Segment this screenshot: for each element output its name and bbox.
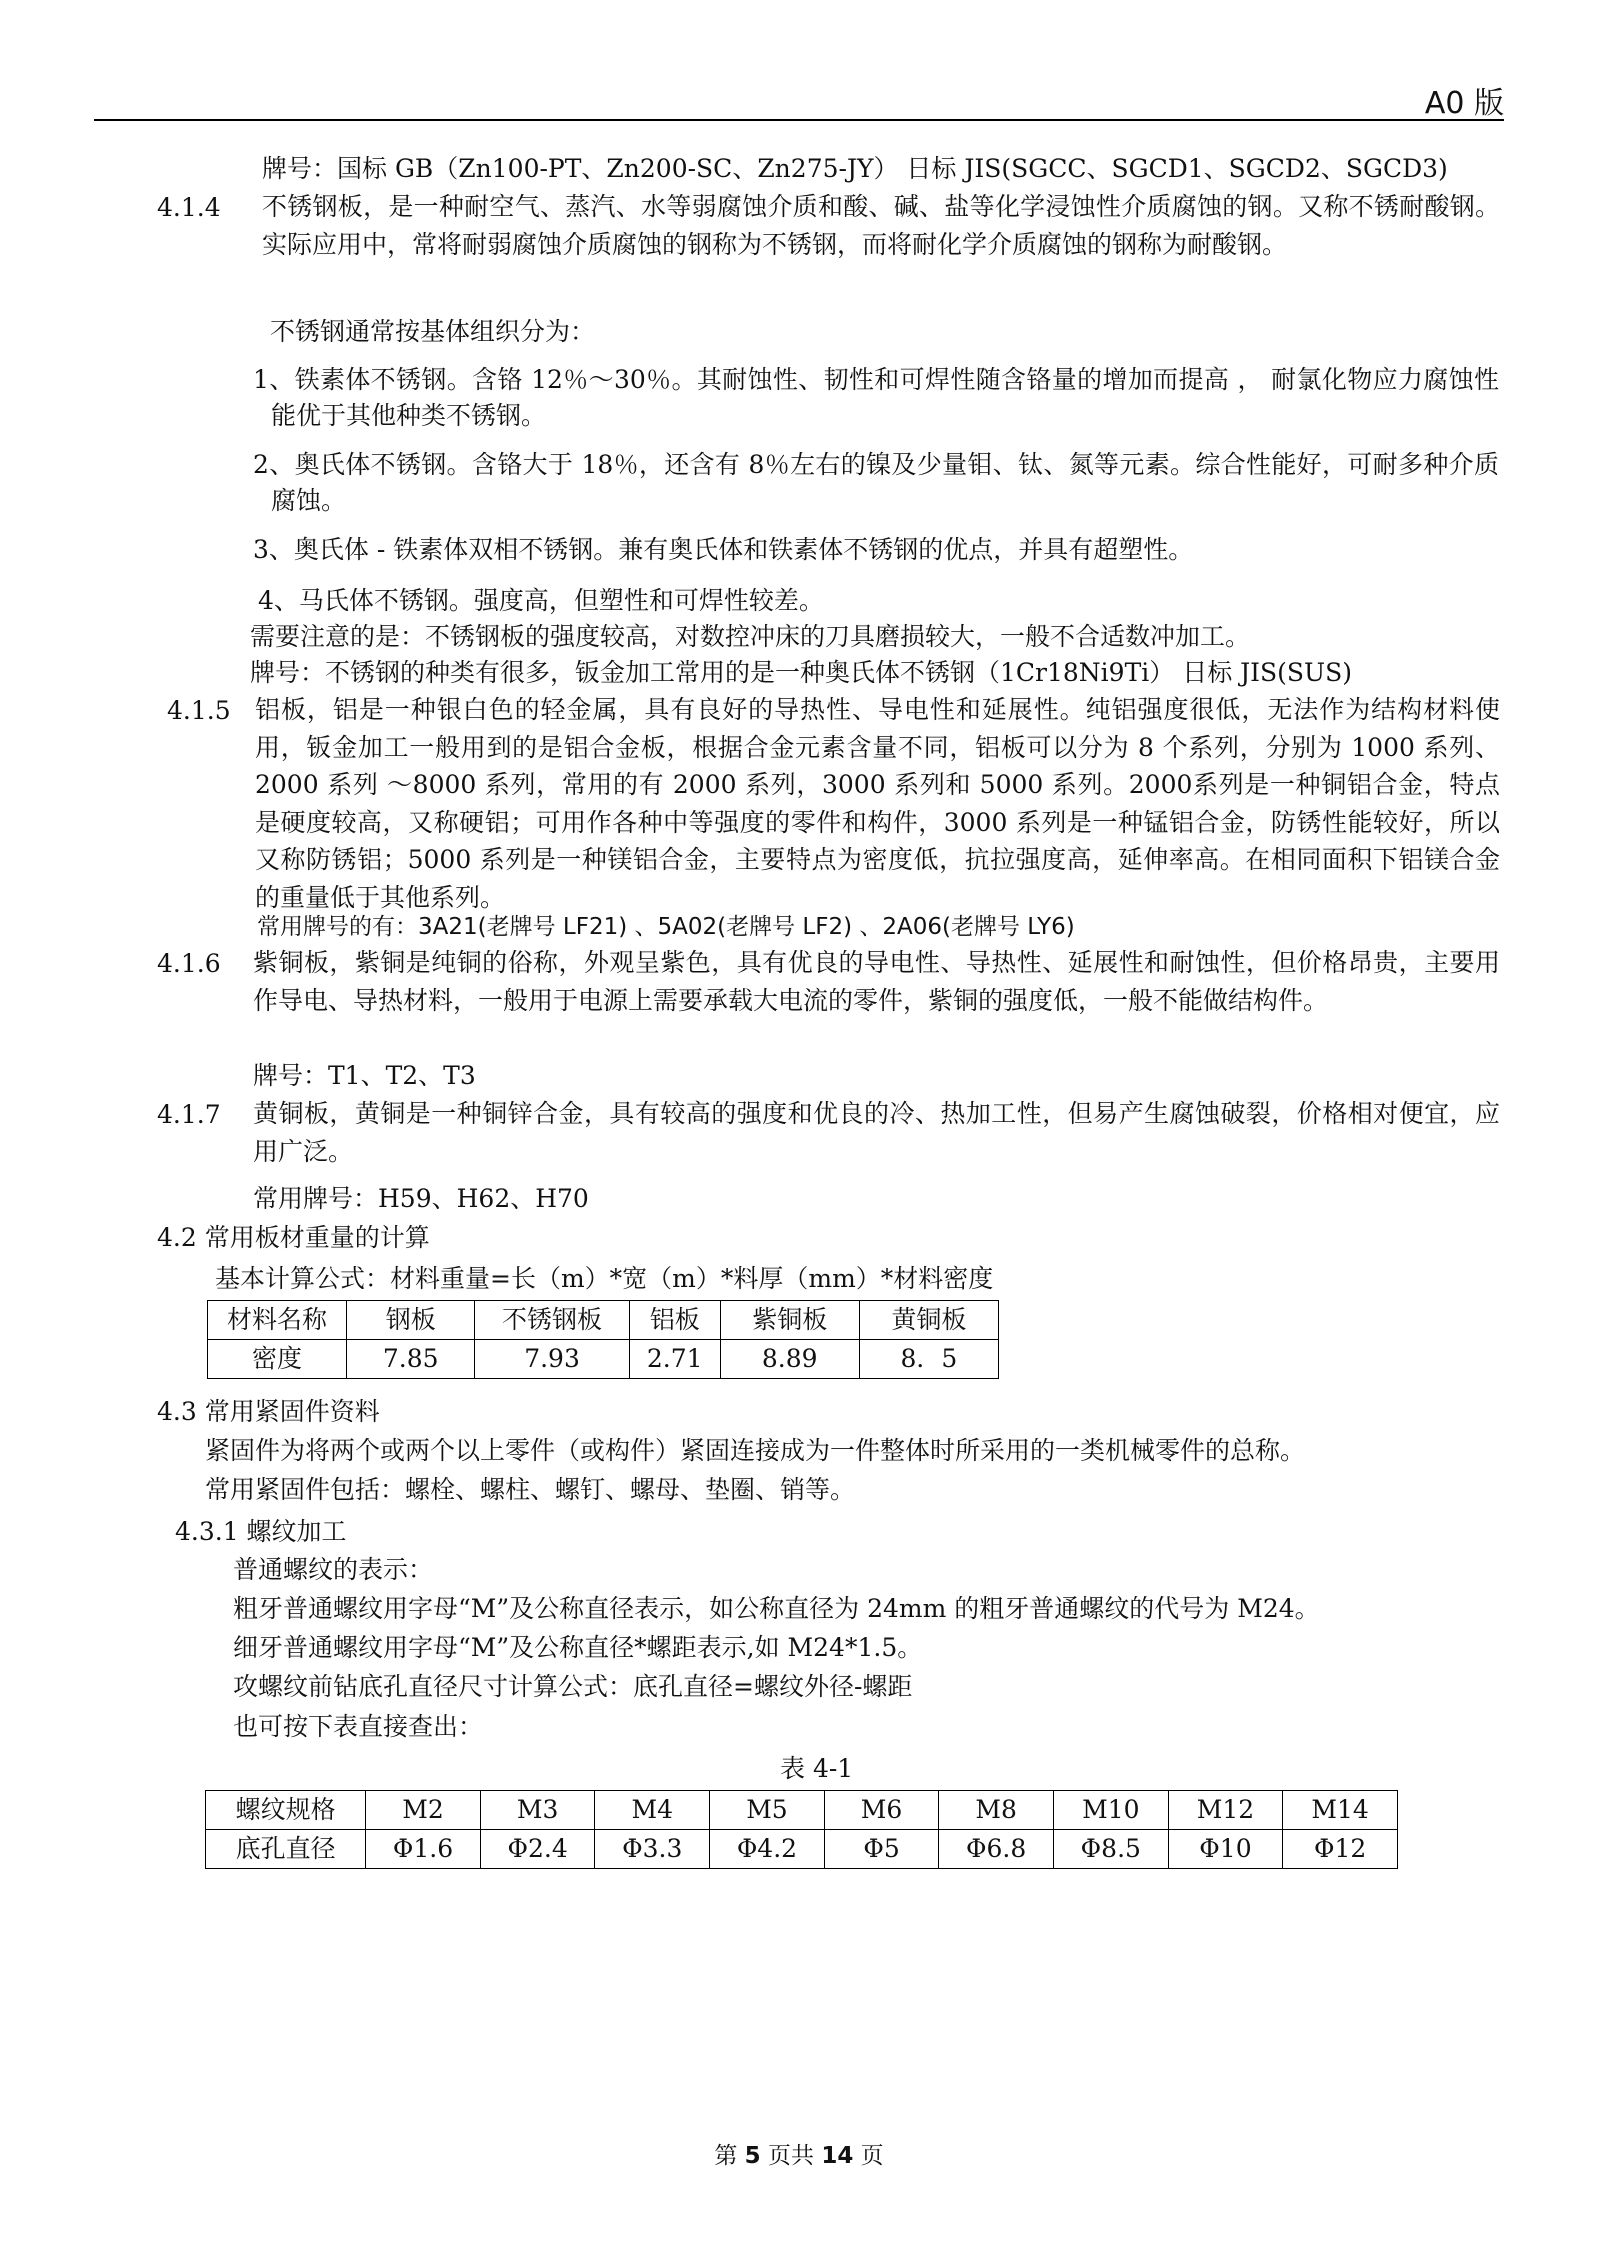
stainless-type-2: 2、奥氏体不锈钢。含铬大于 18％，还含有 8％左右的镍及少量钼、钛、氮等元素。综合性能好，可耐多种介质腐蚀。 <box>253 450 1499 515</box>
table-cell: M4 <box>595 1791 710 1830</box>
section-4-1-5-number: 4.1.5 <box>167 696 231 725</box>
section-4-1-5-text: 铝板，铝是一种银白色的轻金属，具有良好的导热性、导电性和延展性。纯铝强度很低，无法作为结构材料使用，钣金加工一般用到的是铝合金板，根据合金元素含量不同，铝板可以分为 8 个系列，分别为 1000 系列、2000 系列 ～8000 系列，常用的有 2000 系列，3000 系列和 5000 系列。2000系列是一种铜铝合金，特点是硬度较高，又称硬铝；可用作各种中等强度的零件和构件，3000 系列是一种锰铝合金，防锈性能较好，所以又称防锈铝；5000 系列是一种镁铝合金，主要特点为密度低，抗拉强度高，延伸率高。在相同面积下铝镁合金的重量低于其他系列。 <box>255 695 1500 912</box>
table-cell: Φ1.6 <box>366 1830 481 1869</box>
header-rule <box>94 119 1504 121</box>
lookup-note: 也可按下表直接查出： <box>233 1712 484 1741</box>
footer-page-number: 5 <box>744 2143 761 2169</box>
table-cell: 铝板 <box>629 1301 720 1340</box>
fastener-list: 常用紧固件包括：螺栓、螺柱、螺钉、螺母、垫圈、销等。 <box>205 1475 856 1504</box>
thread-notation-title: 普通螺纹的表示： <box>233 1555 434 1584</box>
footer-total-pages: 14 <box>821 2143 854 2169</box>
drill-diameter-formula: 攻螺纹前钻底孔直径尺寸计算公式：底孔直径=螺纹外径-螺距 <box>233 1672 913 1701</box>
table-cell: Φ4.2 <box>710 1830 825 1869</box>
table-cell: M10 <box>1053 1791 1168 1830</box>
section-4-1-7-text: 黄铜板，黄铜是一种铜锌合金，具有较高的强度和优良的冷、热加工性，但易产生腐蚀破裂，价格相对便宜，应用广泛。 <box>253 1099 1500 1166</box>
table-row <box>206 1830 1398 1869</box>
table-cell: 不锈钢板 <box>475 1301 629 1340</box>
fine-thread-notation: 细牙普通螺纹用字母“M”及公称直径*螺距表示,如 M24*1.5。 <box>233 1633 923 1662</box>
thread-drill-table <box>205 1790 1398 1869</box>
table-cell: 紫铜板 <box>720 1301 859 1340</box>
table-cell: Φ2.4 <box>480 1830 595 1869</box>
stainless-type-4: 4、马氏体不锈钢。强度高，但塑性和可焊性较差。 <box>258 586 824 615</box>
stainless-grade-line: 牌号：不锈钢的种类有很多，钣金加工常用的是一种奥氏体不锈钢（1Cr18Ni9Ti） 日标 JIS(SUS) <box>250 658 1352 687</box>
stainless-classification-intro: 不锈钢通常按基体组织分为： <box>270 317 596 346</box>
footer-suffix: 页 <box>860 2143 884 2169</box>
galvanized-grade-line: 牌号：国标 GB（Zn100-PT、Zn200-SC、Zn275-JY） 日标 JIS(SGCC、SGCD1、SGCD2、SGCD3) <box>262 154 1448 183</box>
table-cell: Φ3.3 <box>595 1830 710 1869</box>
table-cell: Φ12 <box>1283 1830 1398 1869</box>
table-cell: M6 <box>824 1791 939 1830</box>
section-4-1-6-number: 4.1.6 <box>157 949 221 978</box>
table-cell: Φ8.5 <box>1053 1830 1168 1869</box>
table-cell: 密度 <box>208 1340 347 1379</box>
table-cell: 材料名称 <box>208 1301 347 1340</box>
section-4-3-1-heading: 4.3.1 螺纹加工 <box>175 1517 347 1546</box>
aluminum-grade-line: 常用牌号的有：3A21(老牌号 LF21) 、5A02(老牌号 LF2) 、2A06(老牌号 LY6) <box>257 914 1075 940</box>
table-cell: 螺纹规格 <box>206 1791 366 1830</box>
page-footer <box>0 2137 1598 2170</box>
table-row <box>208 1301 999 1340</box>
stainless-note: 需要注意的是：不锈钢板的强度较高，对数控冲床的刀具磨损较大，一般不合适数冲加工。 <box>250 622 1251 651</box>
section-4-1-4-number: 4.1.4 <box>157 193 221 222</box>
table-row <box>206 1791 1398 1830</box>
section-4-3-heading: 4.3 常用紧固件资料 <box>157 1397 380 1426</box>
table-cell: 2.71 <box>629 1340 720 1379</box>
table-cell: M14 <box>1283 1791 1398 1830</box>
density-table <box>207 1300 999 1379</box>
weight-formula: 基本计算公式：材料重量=长（m）*宽（m）*料厚（mm）*材料密度 <box>215 1264 994 1293</box>
table-row <box>208 1340 999 1379</box>
stainless-type-3: 3、奥氏体 - 铁素体双相不锈钢。兼有奥氏体和铁素体不锈钢的优点，并具有超塑性。 <box>253 535 1194 564</box>
table-cell: 钢板 <box>347 1301 475 1340</box>
section-4-1-6-text: 紫铜板，紫铜是纯铜的俗称，外观呈紫色，具有优良的导电性、导热性、延展性和耐蚀性，但价格昂贵，主要用作导电、导热材料，一般用于电源上需要承载大电流的零件，紫铜的强度低，一般不能做结构件。 <box>253 948 1500 1015</box>
table-cell: 8．5 <box>859 1340 998 1379</box>
table-cell: Φ10 <box>1168 1830 1283 1869</box>
table-cell: 黄铜板 <box>859 1301 998 1340</box>
table-cell: M2 <box>366 1791 481 1830</box>
brass-grade-line: 常用牌号：H59、H62、H70 <box>253 1184 589 1213</box>
table-caption: 表 4-1 <box>780 1754 854 1783</box>
footer-mid: 页共 <box>768 2143 814 2169</box>
table-cell: 7.85 <box>347 1340 475 1379</box>
table-cell: Φ6.8 <box>939 1830 1054 1869</box>
table-cell: M5 <box>710 1791 825 1830</box>
table-cell: Φ5 <box>824 1830 939 1869</box>
stainless-type-1: 1、铁素体不锈钢。含铬 12％～30％。其耐蚀性、韧性和可焊性随含铬量的增加而提高 ， 耐氯化物应力腐蚀性能优于其他种类不锈钢。 <box>253 365 1499 430</box>
table-cell: M12 <box>1168 1791 1283 1830</box>
coarse-thread-notation: 粗牙普通螺纹用字母“M”及公称直径表示，如公称直径为 24mm 的粗牙普通螺纹的代号为 M24。 <box>233 1594 1320 1623</box>
table-cell: M3 <box>480 1791 595 1830</box>
red-copper-grade-line: 牌号：T1、T2、T3 <box>253 1061 476 1090</box>
section-4-1-4-text: 不锈钢板，是一种耐空气、蒸汽、水等弱腐蚀介质和酸、碱、盐等化学浸蚀性介质腐蚀的钢。又称不锈耐酸钢。实际应用中，常将耐弱腐蚀介质腐蚀的钢称为不锈钢，而将耐化学介质腐蚀的钢称为耐酸钢。 <box>262 192 1500 259</box>
section-4-1-7-number: 4.1.7 <box>157 1100 221 1129</box>
table-cell: 8.89 <box>720 1340 859 1379</box>
fastener-definition: 紧固件为将两个或两个以上零件（或构件）紧固连接成为一件整体时所采用的一类机械零件的总称。 <box>205 1436 1306 1465</box>
section-4-2-heading: 4.2 常用板材重量的计算 <box>157 1223 430 1252</box>
footer-prefix: 第 <box>714 2143 738 2169</box>
table-cell: 底孔直径 <box>206 1830 366 1869</box>
table-cell: 7.93 <box>475 1340 629 1379</box>
table-cell: M8 <box>939 1791 1054 1830</box>
document-version: A0 版 <box>1424 86 1504 121</box>
